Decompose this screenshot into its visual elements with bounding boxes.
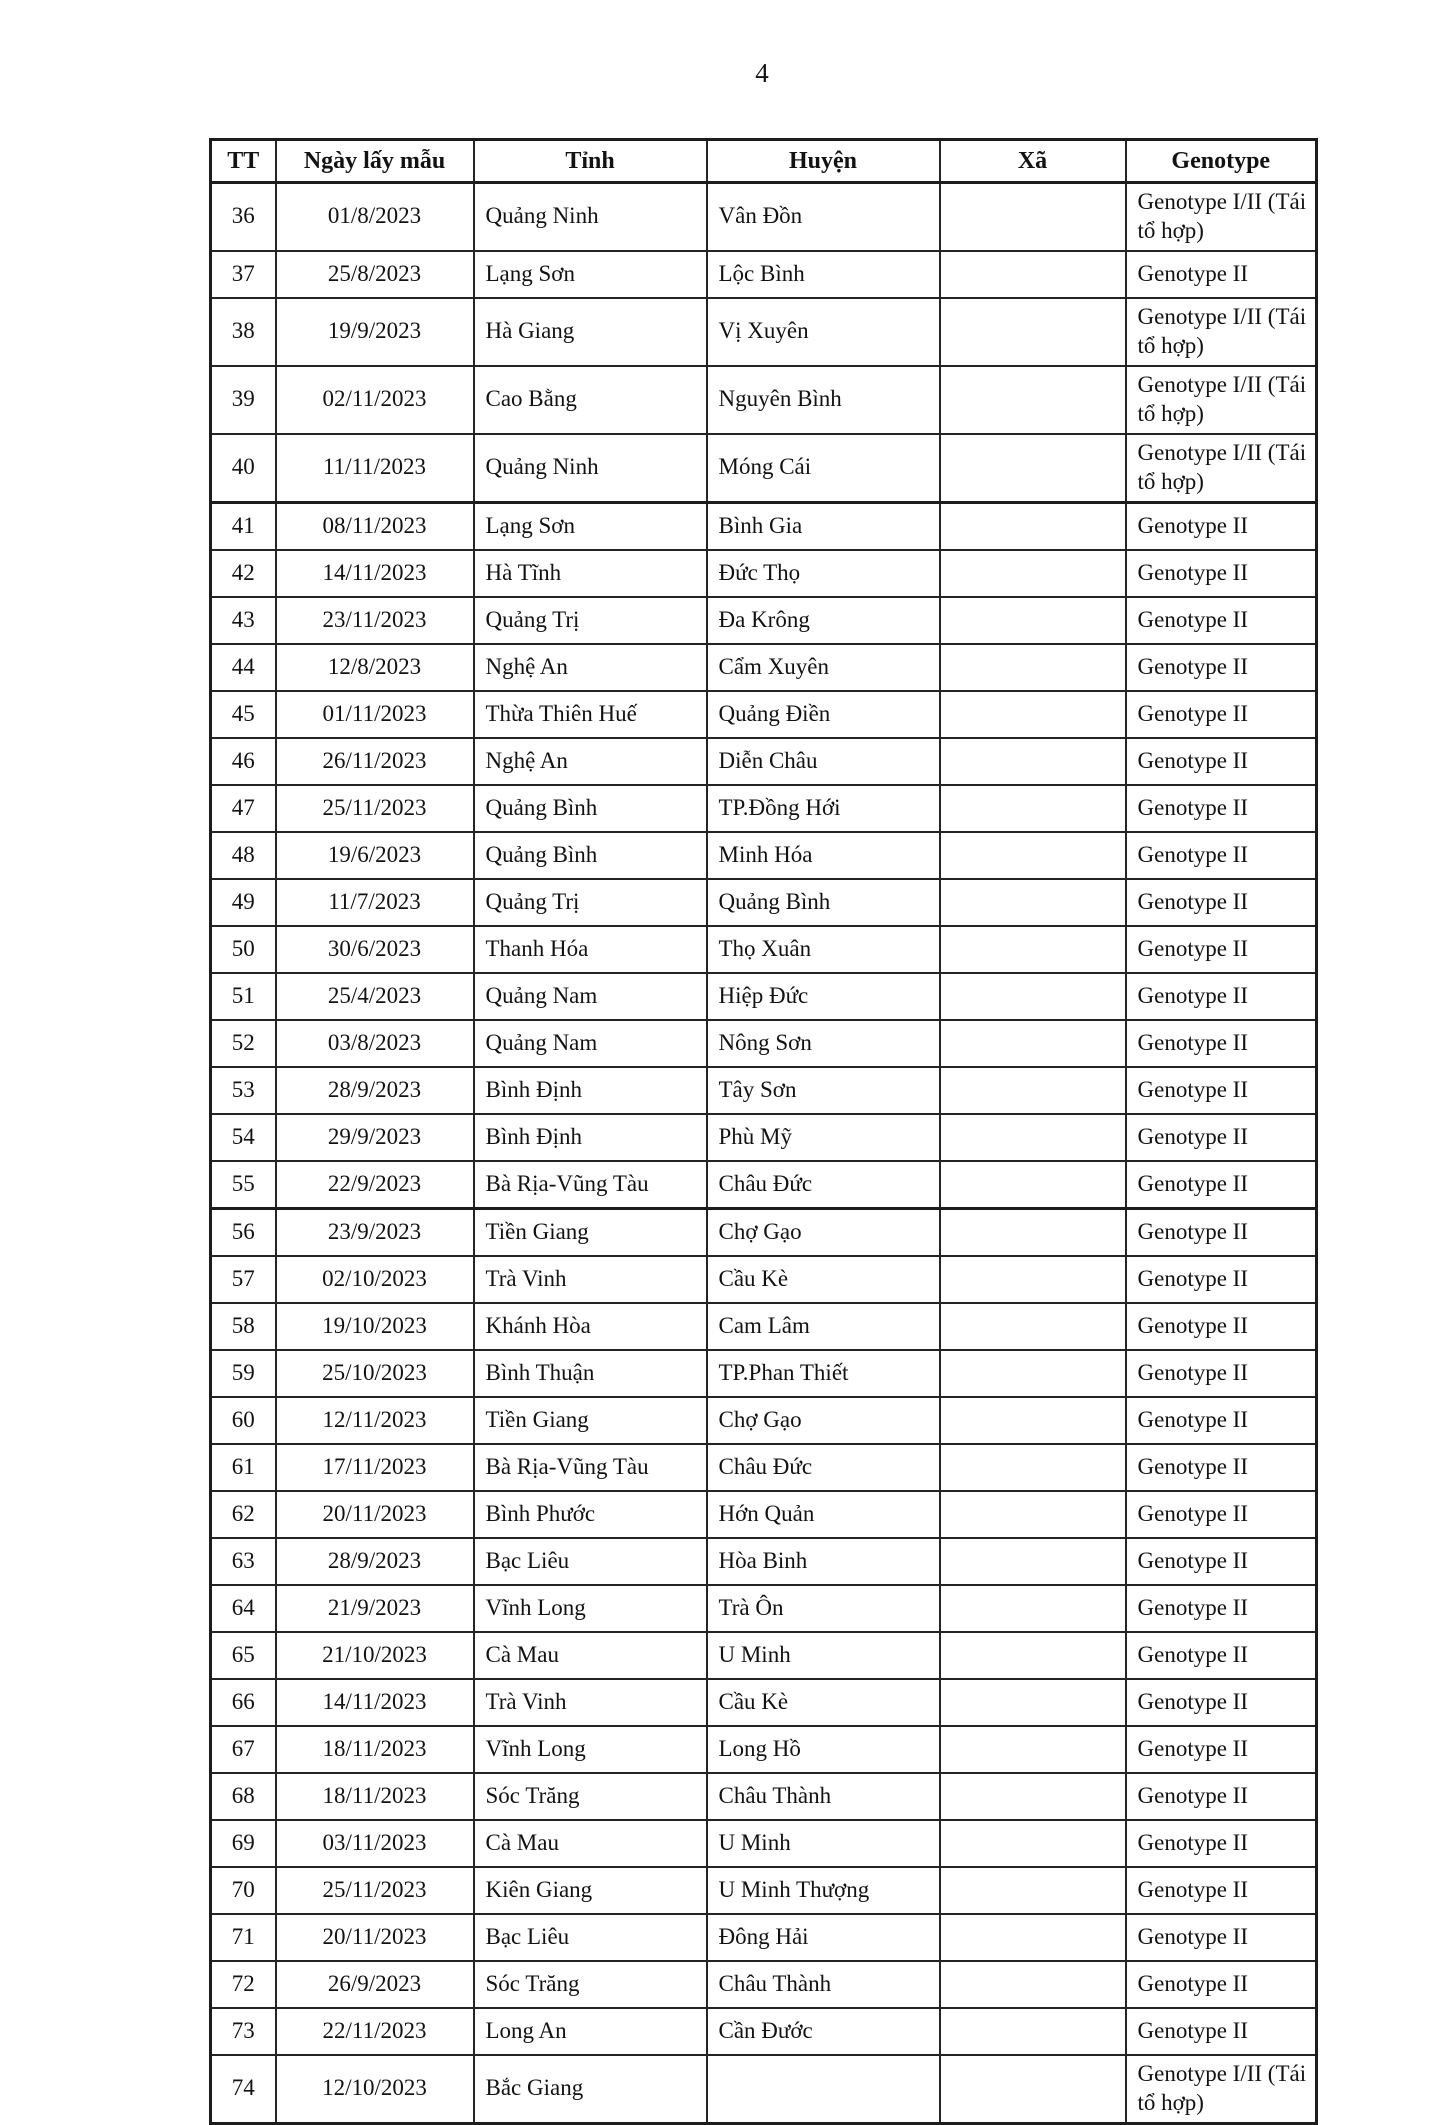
cell-district: U Minh (707, 1632, 940, 1679)
cell-province: Quảng Trị (474, 879, 707, 926)
table-row (211, 973, 1317, 1020)
cell-province: Quảng Ninh (474, 183, 707, 251)
cell-genotype: Genotype II (1126, 1961, 1317, 2008)
cell-tt: 55 (211, 1161, 276, 1209)
cell-tt: 44 (211, 644, 276, 691)
cell-date: 25/10/2023 (276, 1350, 474, 1397)
cell-district: Hòa Binh (707, 1538, 940, 1585)
cell-district: Cần Đước (707, 2008, 940, 2055)
cell-tt: 38 (211, 298, 276, 366)
cell-date: 19/10/2023 (276, 1303, 474, 1350)
cell-genotype: Genotype II (1126, 1773, 1317, 1820)
cell-district: Móng Cái (707, 434, 940, 502)
cell-commune (940, 644, 1126, 691)
cell-district: Cam Lâm (707, 1303, 940, 1350)
cell-genotype: Genotype II (1126, 1444, 1317, 1491)
sample-genotype-table (209, 138, 1318, 2125)
table-row (211, 879, 1317, 926)
cell-genotype: Genotype I/II (Tái tổ hợp) (1126, 2055, 1317, 2123)
table-head (211, 140, 1317, 183)
cell-province: Kiên Giang (474, 1867, 707, 1914)
table-row (211, 1067, 1317, 1114)
table-row (211, 1161, 1317, 1209)
cell-province: Cao Bằng (474, 366, 707, 434)
cell-date: 11/11/2023 (276, 434, 474, 502)
cell-district: Chợ Gạo (707, 1397, 940, 1444)
cell-province: Hà Tĩnh (474, 550, 707, 597)
table-row (211, 1820, 1317, 1867)
column-header-date: Ngày lấy mẫu (276, 140, 474, 183)
cell-district: Châu Thành (707, 1773, 940, 1820)
cell-tt: 67 (211, 1726, 276, 1773)
page-number: 4 (755, 58, 769, 88)
cell-commune (940, 973, 1126, 1020)
cell-commune (940, 832, 1126, 879)
cell-district: Bình Gia (707, 502, 940, 550)
cell-district: Chợ Gạo (707, 1208, 940, 1256)
cell-date: 20/11/2023 (276, 1914, 474, 1961)
cell-date: 28/9/2023 (276, 1067, 474, 1114)
cell-province: Bạc Liêu (474, 1914, 707, 1961)
cell-genotype: Genotype II (1126, 550, 1317, 597)
cell-district: Đông Hải (707, 1914, 940, 1961)
cell-province: Hà Giang (474, 298, 707, 366)
cell-district: Phù Mỹ (707, 1114, 940, 1161)
cell-tt: 54 (211, 1114, 276, 1161)
cell-date: 25/11/2023 (276, 785, 474, 832)
table-row (211, 644, 1317, 691)
column-header-tt: TT (211, 140, 276, 183)
table-row (211, 434, 1317, 502)
cell-province: Vĩnh Long (474, 1585, 707, 1632)
cell-district: Nông Sơn (707, 1020, 940, 1067)
cell-genotype: Genotype II (1126, 1114, 1317, 1161)
cell-tt: 41 (211, 502, 276, 550)
table-row (211, 1397, 1317, 1444)
cell-district: Long Hồ (707, 1726, 940, 1773)
cell-district: U Minh Thượng (707, 1867, 940, 1914)
cell-commune (940, 1820, 1126, 1867)
cell-district: Châu Đức (707, 1444, 940, 1491)
cell-district: Hớn Quản (707, 1491, 940, 1538)
cell-date: 22/11/2023 (276, 2008, 474, 2055)
cell-genotype: Genotype II (1126, 785, 1317, 832)
cell-tt: 62 (211, 1491, 276, 1538)
cell-commune (940, 1914, 1126, 1961)
cell-date: 01/11/2023 (276, 691, 474, 738)
cell-tt: 56 (211, 1208, 276, 1256)
cell-genotype: Genotype II (1126, 738, 1317, 785)
cell-tt: 50 (211, 926, 276, 973)
cell-date: 03/11/2023 (276, 1820, 474, 1867)
cell-tt: 48 (211, 832, 276, 879)
cell-commune (940, 1726, 1126, 1773)
cell-commune (940, 1256, 1126, 1303)
cell-date: 25/4/2023 (276, 973, 474, 1020)
cell-commune (940, 1303, 1126, 1350)
cell-commune (940, 1350, 1126, 1397)
cell-genotype: Genotype II (1126, 1161, 1317, 1209)
cell-tt: 53 (211, 1067, 276, 1114)
cell-date: 12/11/2023 (276, 1397, 474, 1444)
cell-date: 21/9/2023 (276, 1585, 474, 1632)
cell-district: Đa Krông (707, 597, 940, 644)
table-row (211, 785, 1317, 832)
cell-tt: 69 (211, 1820, 276, 1867)
table-row (211, 1961, 1317, 2008)
cell-genotype: Genotype II (1126, 1538, 1317, 1585)
cell-tt: 73 (211, 2008, 276, 2055)
cell-genotype: Genotype II (1126, 1679, 1317, 1726)
cell-date: 26/9/2023 (276, 1961, 474, 2008)
table-row (211, 1632, 1317, 1679)
cell-commune (940, 1444, 1126, 1491)
cell-commune (940, 1161, 1126, 1209)
cell-genotype: Genotype II (1126, 1020, 1317, 1067)
cell-tt: 60 (211, 1397, 276, 1444)
cell-province: Quảng Ninh (474, 434, 707, 502)
cell-date: 29/9/2023 (276, 1114, 474, 1161)
cell-commune (940, 366, 1126, 434)
cell-tt: 58 (211, 1303, 276, 1350)
cell-province: Quảng Nam (474, 973, 707, 1020)
cell-province: Bình Định (474, 1067, 707, 1114)
cell-date: 30/6/2023 (276, 926, 474, 973)
table-row (211, 1679, 1317, 1726)
cell-commune (940, 251, 1126, 298)
cell-district: Diễn Châu (707, 738, 940, 785)
cell-commune (940, 1632, 1126, 1679)
cell-commune (940, 1491, 1126, 1538)
cell-genotype: Genotype II (1126, 973, 1317, 1020)
cell-province: Bà Rịa-Vũng Tàu (474, 1161, 707, 1209)
cell-tt: 47 (211, 785, 276, 832)
cell-date: 12/8/2023 (276, 644, 474, 691)
cell-commune (940, 1538, 1126, 1585)
cell-province: Quảng Trị (474, 597, 707, 644)
cell-tt: 52 (211, 1020, 276, 1067)
cell-commune (940, 1067, 1126, 1114)
cell-commune (940, 1773, 1126, 1820)
cell-commune (940, 1679, 1126, 1726)
cell-commune (940, 550, 1126, 597)
cell-district: Đức Thọ (707, 550, 940, 597)
cell-district (707, 2055, 940, 2123)
table-row (211, 1491, 1317, 1538)
table-row (211, 1114, 1317, 1161)
cell-date: 02/10/2023 (276, 1256, 474, 1303)
table-row (211, 1350, 1317, 1397)
cell-date: 25/11/2023 (276, 1867, 474, 1914)
cell-date: 03/8/2023 (276, 1020, 474, 1067)
cell-commune (940, 597, 1126, 644)
cell-district: Cầu Kè (707, 1679, 940, 1726)
cell-date: 17/11/2023 (276, 1444, 474, 1491)
table-row (211, 1585, 1317, 1632)
table-row (211, 1538, 1317, 1585)
cell-date: 18/11/2023 (276, 1773, 474, 1820)
cell-genotype: Genotype I/II (Tái tổ hợp) (1126, 298, 1317, 366)
cell-tt: 65 (211, 1632, 276, 1679)
cell-genotype: Genotype II (1126, 1632, 1317, 1679)
cell-date: 08/11/2023 (276, 502, 474, 550)
cell-province: Quảng Nam (474, 1020, 707, 1067)
cell-province: Bắc Giang (474, 2055, 707, 2123)
cell-province: Nghệ An (474, 644, 707, 691)
cell-tt: 74 (211, 2055, 276, 2123)
cell-district: Vị Xuyên (707, 298, 940, 366)
cell-tt: 36 (211, 183, 276, 251)
cell-date: 22/9/2023 (276, 1161, 474, 1209)
cell-province: Thanh Hóa (474, 926, 707, 973)
cell-province: Sóc Trăng (474, 1773, 707, 1820)
cell-commune (940, 785, 1126, 832)
cell-district: Nguyên Bình (707, 366, 940, 434)
cell-date: 26/11/2023 (276, 738, 474, 785)
table-row (211, 691, 1317, 738)
cell-genotype: Genotype II (1126, 502, 1317, 550)
table-row (211, 1867, 1317, 1914)
cell-tt: 51 (211, 973, 276, 1020)
cell-province: Cà Mau (474, 1820, 707, 1867)
cell-date: 21/10/2023 (276, 1632, 474, 1679)
cell-genotype: Genotype II (1126, 1397, 1317, 1444)
cell-district: Cầu Kè (707, 1256, 940, 1303)
table-row (211, 366, 1317, 434)
cell-province: Sóc Trăng (474, 1961, 707, 2008)
cell-date: 19/9/2023 (276, 298, 474, 366)
cell-province: Bình Định (474, 1114, 707, 1161)
table-row (211, 1914, 1317, 1961)
cell-tt: 46 (211, 738, 276, 785)
cell-genotype: Genotype II (1126, 1067, 1317, 1114)
cell-district: TP.Phan Thiết (707, 1350, 940, 1397)
cell-tt: 68 (211, 1773, 276, 1820)
table-row (211, 502, 1317, 550)
cell-commune (940, 1867, 1126, 1914)
cell-date: 23/9/2023 (276, 1208, 474, 1256)
cell-tt: 39 (211, 366, 276, 434)
table-row (211, 832, 1317, 879)
column-header-commune: Xã (940, 140, 1126, 183)
cell-genotype: Genotype II (1126, 1303, 1317, 1350)
cell-genotype: Genotype II (1126, 1350, 1317, 1397)
cell-district: TP.Đồng Hới (707, 785, 940, 832)
cell-tt: 42 (211, 550, 276, 597)
table-row (211, 738, 1317, 785)
cell-genotype: Genotype I/II (Tái tổ hợp) (1126, 183, 1317, 251)
table-row (211, 298, 1317, 366)
cell-commune (940, 1208, 1126, 1256)
cell-province: Bạc Liêu (474, 1538, 707, 1585)
cell-tt: 37 (211, 251, 276, 298)
cell-district: Quảng Điền (707, 691, 940, 738)
cell-commune (940, 1961, 1126, 2008)
cell-tt: 57 (211, 1256, 276, 1303)
cell-commune (940, 1585, 1126, 1632)
cell-genotype: Genotype II (1126, 832, 1317, 879)
table-row (211, 1256, 1317, 1303)
cell-province: Trà Vinh (474, 1256, 707, 1303)
cell-genotype: Genotype II (1126, 644, 1317, 691)
cell-commune (940, 1114, 1126, 1161)
cell-date: 28/9/2023 (276, 1538, 474, 1585)
cell-district: Cẩm Xuyên (707, 644, 940, 691)
cell-genotype: Genotype II (1126, 1820, 1317, 1867)
cell-commune (940, 183, 1126, 251)
cell-district: Vân Đồn (707, 183, 940, 251)
table-row (211, 1444, 1317, 1491)
cell-date: 01/8/2023 (276, 183, 474, 251)
cell-district: Thọ Xuân (707, 926, 940, 973)
cell-commune (940, 2055, 1126, 2123)
cell-date: 20/11/2023 (276, 1491, 474, 1538)
cell-province: Quảng Bình (474, 832, 707, 879)
cell-province: Khánh Hòa (474, 1303, 707, 1350)
cell-province: Cà Mau (474, 1632, 707, 1679)
cell-genotype: Genotype II (1126, 1726, 1317, 1773)
cell-commune (940, 434, 1126, 502)
cell-province: Bình Thuận (474, 1350, 707, 1397)
cell-date: 18/11/2023 (276, 1726, 474, 1773)
cell-genotype: Genotype II (1126, 691, 1317, 738)
cell-district: Quảng Bình (707, 879, 940, 926)
cell-commune (940, 298, 1126, 366)
cell-genotype: Genotype II (1126, 251, 1317, 298)
cell-commune (940, 1397, 1126, 1444)
cell-genotype: Genotype I/II (Tái tổ hợp) (1126, 434, 1317, 502)
cell-province: Tiền Giang (474, 1208, 707, 1256)
table-header-row (211, 140, 1317, 183)
cell-province: Thừa Thiên Huế (474, 691, 707, 738)
cell-genotype: Genotype II (1126, 2008, 1317, 2055)
table-row (211, 1773, 1317, 1820)
column-header-genotype: Genotype (1126, 140, 1317, 183)
cell-tt: 72 (211, 1961, 276, 2008)
cell-province: Tiền Giang (474, 1397, 707, 1444)
cell-province: Vĩnh Long (474, 1726, 707, 1773)
column-header-district: Huyện (707, 140, 940, 183)
cell-commune (940, 926, 1126, 973)
cell-genotype: Genotype I/II (Tái tổ hợp) (1126, 366, 1317, 434)
table-row (211, 251, 1317, 298)
cell-district: U Minh (707, 1820, 940, 1867)
table-row (211, 597, 1317, 644)
cell-district: Châu Đức (707, 1161, 940, 1209)
cell-district: Tây Sơn (707, 1067, 940, 1114)
cell-genotype: Genotype II (1126, 1867, 1317, 1914)
cell-province: Quảng Bình (474, 785, 707, 832)
cell-tt: 64 (211, 1585, 276, 1632)
cell-commune (940, 1020, 1126, 1067)
table-row (211, 1726, 1317, 1773)
cell-commune (940, 738, 1126, 785)
cell-district: Hiệp Đức (707, 973, 940, 1020)
cell-district: Trà Ôn (707, 1585, 940, 1632)
cell-genotype: Genotype II (1126, 879, 1317, 926)
cell-district: Lộc Bình (707, 251, 940, 298)
cell-district: Châu Thành (707, 1961, 940, 2008)
cell-date: 11/7/2023 (276, 879, 474, 926)
cell-tt: 49 (211, 879, 276, 926)
cell-province: Long An (474, 2008, 707, 2055)
cell-commune (940, 879, 1126, 926)
cell-province: Trà Vinh (474, 1679, 707, 1726)
cell-tt: 43 (211, 597, 276, 644)
cell-tt: 40 (211, 434, 276, 502)
cell-genotype: Genotype II (1126, 1208, 1317, 1256)
table-row (211, 1208, 1317, 1256)
cell-tt: 66 (211, 1679, 276, 1726)
cell-date: 14/11/2023 (276, 1679, 474, 1726)
table-row (211, 550, 1317, 597)
cell-genotype: Genotype II (1126, 1585, 1317, 1632)
table-row (211, 1303, 1317, 1350)
cell-date: 23/11/2023 (276, 597, 474, 644)
cell-province: Lạng Sơn (474, 251, 707, 298)
table-body (211, 183, 1317, 2124)
cell-commune (940, 691, 1126, 738)
cell-tt: 63 (211, 1538, 276, 1585)
cell-district: Minh Hóa (707, 832, 940, 879)
cell-date: 12/10/2023 (276, 2055, 474, 2123)
cell-genotype: Genotype II (1126, 1914, 1317, 1961)
cell-genotype: Genotype II (1126, 1491, 1317, 1538)
table-row (211, 2055, 1317, 2123)
table-row (211, 926, 1317, 973)
cell-province: Lạng Sơn (474, 502, 707, 550)
table-row (211, 1020, 1317, 1067)
cell-province: Nghệ An (474, 738, 707, 785)
cell-province: Bình Phước (474, 1491, 707, 1538)
cell-tt: 61 (211, 1444, 276, 1491)
cell-genotype: Genotype II (1126, 1256, 1317, 1303)
cell-date: 02/11/2023 (276, 366, 474, 434)
cell-province: Bà Rịa-Vũng Tàu (474, 1444, 707, 1491)
cell-commune (940, 502, 1126, 550)
cell-tt: 59 (211, 1350, 276, 1397)
cell-date: 19/6/2023 (276, 832, 474, 879)
cell-tt: 70 (211, 1867, 276, 1914)
table-row (211, 183, 1317, 251)
column-header-province: Tỉnh (474, 140, 707, 183)
cell-date: 14/11/2023 (276, 550, 474, 597)
cell-date: 25/8/2023 (276, 251, 474, 298)
cell-genotype: Genotype II (1126, 926, 1317, 973)
cell-tt: 45 (211, 691, 276, 738)
cell-genotype: Genotype II (1126, 597, 1317, 644)
cell-tt: 71 (211, 1914, 276, 1961)
